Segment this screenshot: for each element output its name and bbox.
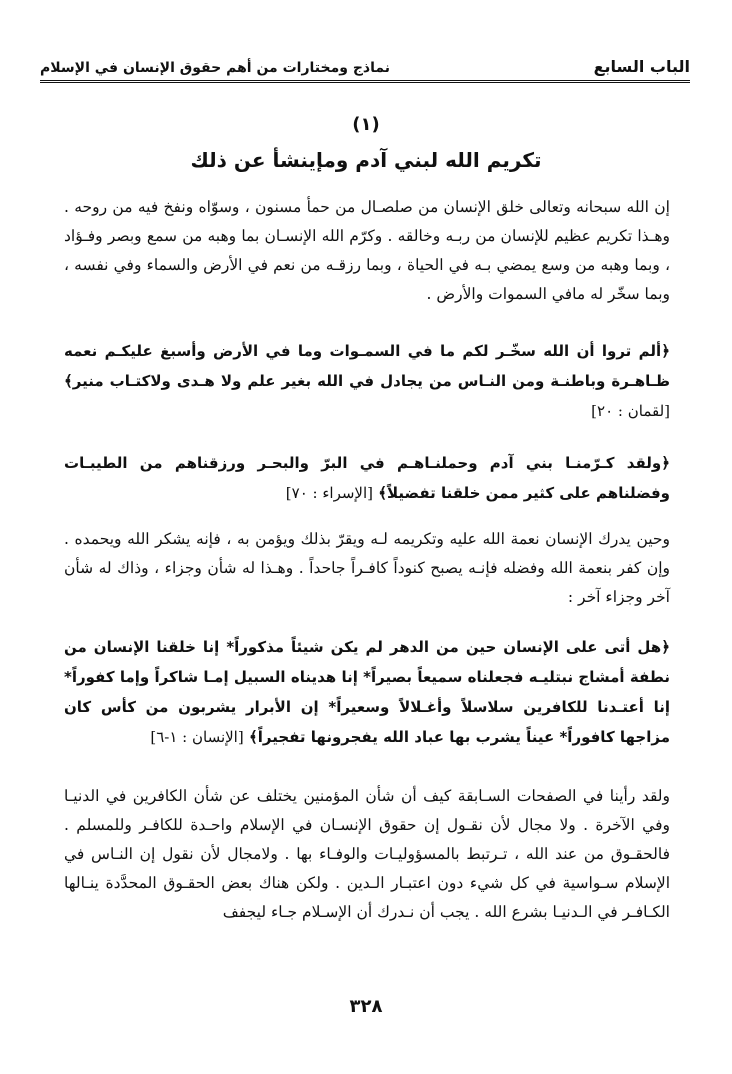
quran-verse-insan [64,632,670,752]
paragraph-gratitude: وحين يدرك الإنسان نعمة الله عليه وتكريمه لـه ويقرّ بذلك ويؤمن به ، فإنه يشكر الله ويحمده . وإن كفر بنعمة الله وفضله فإنـه يصبح كنوداً كافـراً جاحداً . وهـذا له شأن وجزاء ، وذاك له شأن آخر وجزاء آخر : [64,530,670,606]
page-number: ٣٢٨ [349,996,383,1017]
verse-text: ﴿هل أتى على الإنسان حين من الدهر لم يكن شيئاً مذكوراً* إنا خلقنا الإنسان من نطفة أمشاج نبتليـه فجعلناه سميعاً بصيراً* إنا هديناه السبيل إمـا شاكراً وإما كفوراً* إنا أعتـدنا للكافرين سلاسلاً وأغـلالاً وسعيراً* إن الأبرار يشربون من كأس كان مزاجها كافوراً* عيناً يشرب بها عباد الله يفجرونها تفجيراً﴾ [64,638,670,746]
verse-reference: [لقمان : ٢٠] [591,402,670,420]
verse-text: ﴿ألم تروا أن الله سخّـر لكم ما في السمـوات وما في الأرض وأسبغ عليكـم نعمه ظـاهـرة وباطنـة ومن النـاس من يجادل في الله بغير علم ولا هـدى ولاكتـاب منير﴾ [64,342,670,390]
verse-reference: [الإنسان : ١-٦] [150,728,244,746]
section-number: (١) [352,114,380,135]
running-header [40,44,690,76]
verse-reference: [الإسراء : ٧٠] [285,484,373,502]
section-title: تكريم الله لبني آدم ومإينشأ عن ذلك [190,148,542,172]
quran-verse-luqman [64,336,670,426]
header-divider [40,80,690,83]
chapter-title: الباب السابع [593,57,690,76]
paragraph-intro: إن الله سبحانه وتعالى خلق الإنسان من صلصـال من حمأ مسنون ، وسوّاه ونفخ فيه من روحه . وهـذا تكريم عظيم للإنسان من ربـه وخالقه . وكرّم الله الإنسـان بما وهبه من سمع وبصر وفـؤاد ، وبما وهبه من وسع يمضي بـه في الحياة ، وبما رزقـه من نعم في الأرض والسماء وفي نفسه ، وبما سخّر له مافي السموات والأرض . [64,198,670,303]
quran-verse-isra [64,448,670,508]
paragraph-rights: ولقد رأينا في الصفحات السـابقة كيف أن شأن المؤمنين يختلف عن شأن الكافرين في الدنيـا وفي الآخرة . ولا مجال لأن نقـول إن حقوق الإنسـان في الإسلام واحـدة للكافـر وللمسلم . فالحقـوق من عند الله ، تـرتبط بالمسؤوليـات والوفـاء بها . ولامجال لأن نقول إن النـاس في الإسلام سـواسية في كل شيء دون اعتبـار الـدين . ولكن هناك بعض الحقـوق المحدَّدة ينـالها الكـافـر في الـدنيـا بشرع الله . يجب أن نـدرك أن الإسـلام جـاء ليجفف [64,787,670,921]
header-subject: نماذج ومختارات من أهم حقوق الإنسان في الإسلام [40,60,391,76]
verse-text: ﴿ولقد كـرّمنـا بني آدم وحملنـاهـم في البرّ والبحـر ورزقناهم من الطيبـات وفضلناهم على كثير ممن خلقنا تفضيلاً﴾ [64,454,670,502]
